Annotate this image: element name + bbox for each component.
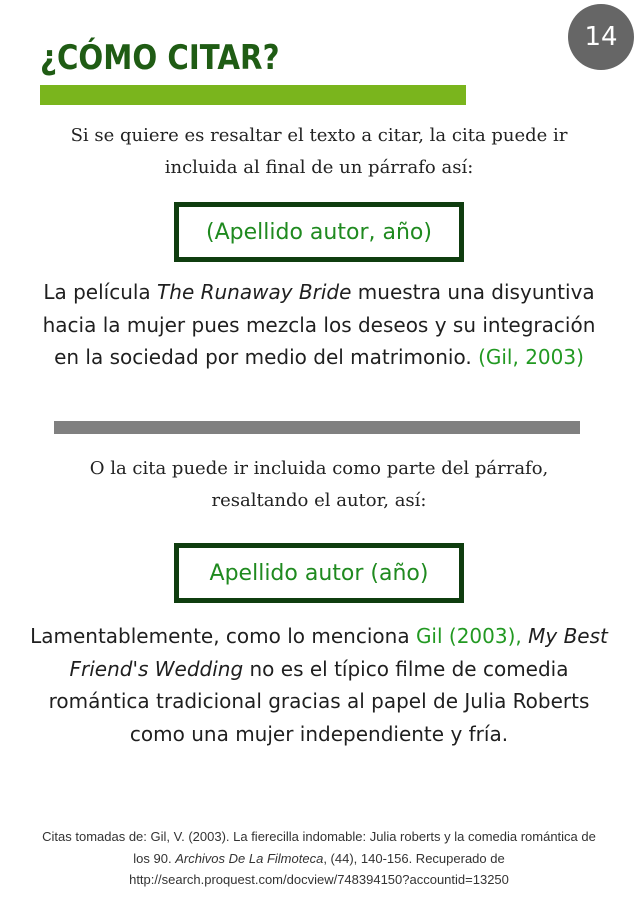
intro-paragraph-2 [30,453,608,517]
citation-format-box-1 [174,202,464,262]
intro-2-line-2: resaltando el autor, así: [211,490,427,511]
footnote-text-pre: Citas tomadas de: Gil, V. (2003). La fierecilla indomable: Julia roberts y la comedia romántica de los 90. [42,829,596,866]
intro-1-line-1: Si se quiere es resaltar el texto a citar, la cita puede ir [70,125,568,146]
title-underline-bar [40,85,466,105]
example-paragraph-1 [28,276,610,374]
example-paragraph-2 [28,620,610,750]
page-title: ¿CÓMO CITAR? [40,38,280,78]
example-1-text-post: muestra una disyuntiva hacia la mujer pues mezcla los deseos y su integración en la sociedad por medio del matrimonio. [42,280,596,369]
example-2-text-post: no es el típico filme de comedia romántica tradicional gracias al papel de Julia Roberts como una mujer independiente y fría. [48,656,590,746]
example-1-film-title: The Runaway Bride [157,280,352,304]
intro-2-line-1: O la cita puede ir incluida como parte del párrafo, [89,458,549,479]
example-1-text-pre: La película [43,280,158,304]
page-number-badge [568,4,634,70]
intro-paragraph-1 [30,120,608,184]
footnote-journal: Archivos De La Filmoteca [175,850,324,866]
footnote-text-post: , (44), 140-156. Recuperado de http://search.proquest.com/docview/748394150?accountid=13250 [129,850,509,887]
citation-format-box-2 [174,543,464,603]
page-number: 14 [584,22,618,52]
footnote-reference [40,826,598,891]
example-2-film-title: My Best Friend's Wedding [69,624,608,681]
intro-1-line-2: incluida al final de un párrafo así: [164,157,474,178]
citation-format-1: (Apellido autor, año) [206,219,432,245]
section-divider [54,421,580,434]
example-2-text-pre: Lamentablemente, como lo menciona [30,624,416,648]
citation-format-2: Apellido autor (año) [209,560,429,586]
example-1-citation: (Gil, 2003) [478,345,584,369]
example-2-citation: Gil (2003), [415,624,522,648]
